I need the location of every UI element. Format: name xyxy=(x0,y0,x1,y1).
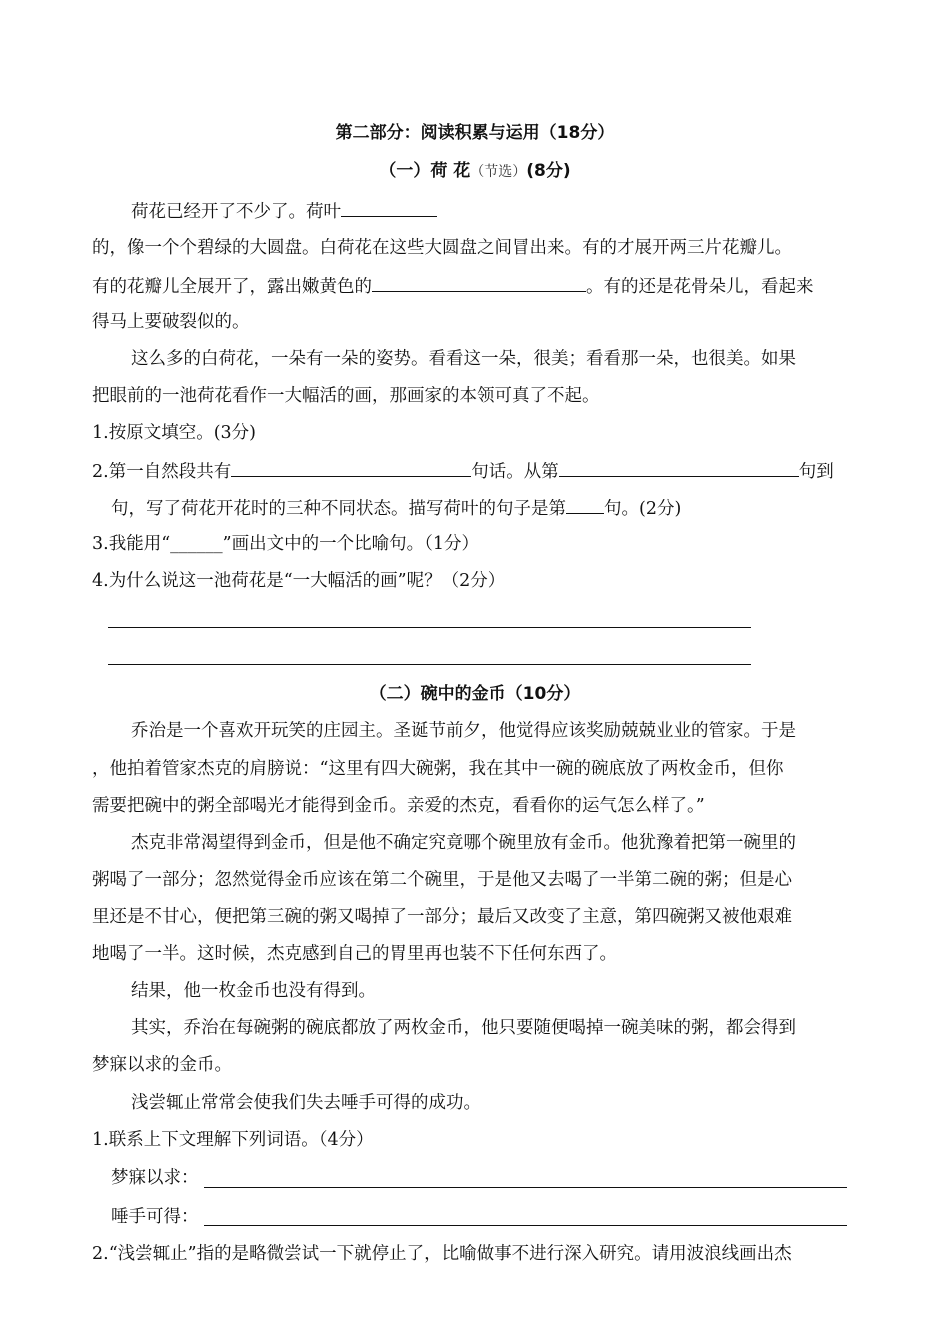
passage1-question-4: 4.为什么说这一池荷花是“一大幅活的画”呢？（2分） xyxy=(92,571,506,591)
passage1-p1-line3 xyxy=(92,273,814,299)
passage2-p2-line4: 地喝了一半。这时候，杰克感到自己的胃里再也装不下任何东西了。 xyxy=(92,944,617,964)
sentence-from-blank[interactable] xyxy=(559,458,799,477)
sentence-count-blank[interactable] xyxy=(231,458,471,477)
passage1-p1-line1-text: 荷花已经开了不少了。荷叶 xyxy=(131,202,341,222)
term-1-label: 梦寐以求： xyxy=(111,1168,199,1188)
passage1-question-2-line2-text-a: 句，写了荷花开花时的三种不同状态。描写荷叶的句子是第 xyxy=(111,499,566,519)
term-1-answer-line[interactable] xyxy=(204,1187,847,1188)
term-row-2 xyxy=(111,1205,199,1229)
passage1-p2-line1: 这么多的白荷花，一朵有一朵的姿势。看看这一朵，很美；看看那一朵，也很美。如果 xyxy=(131,349,796,369)
passage1-question-2-text-b: 句话。从第 xyxy=(471,462,559,482)
answer-line-2[interactable] xyxy=(108,664,751,665)
passage2-p2-line1: 杰克非常渴望得到金币，但是他不确定究竟哪个碗里放有金币。他犹豫着把第一碗里的 xyxy=(131,833,796,853)
passage1-question-2-text-a: 2.第一自然段共有 xyxy=(92,462,232,482)
answer-line-1[interactable] xyxy=(108,627,751,628)
passage1-p1-line3-text-b: 。有的还是花骨朵儿，看起来 xyxy=(586,277,814,297)
passage1-p1-line3-text-a: 有的花瓣儿全展开了，露出嫩黄色的 xyxy=(92,277,372,297)
lotus-pod-blank[interactable] xyxy=(372,273,586,292)
leaf-sentence-blank[interactable] xyxy=(566,495,604,514)
passage2-question-1: 1.联系上下文理解下列词语。（4分） xyxy=(92,1130,374,1150)
passage1-question-2 xyxy=(92,458,834,484)
passage2-heading: （二）碗中的金币（10分） xyxy=(369,684,581,704)
term-row-1 xyxy=(111,1166,199,1190)
passage1-heading xyxy=(0,159,950,184)
passage1-question-1: 1.按原文填空。(3分) xyxy=(92,423,256,443)
passage2-p4-line2: 梦寐以求的金币。 xyxy=(92,1055,232,1075)
passage2-p1-line2: ，他拍着管家杰克的肩膀说：“这里有四大碗粥，我在其中一碗的碗底放了两枚金币，但你 xyxy=(92,759,784,779)
term-2-answer-line[interactable] xyxy=(204,1225,847,1226)
passage1-question-2-line2 xyxy=(111,495,681,521)
passage1-question-2-text-c: 句到 xyxy=(798,462,834,482)
passage1-p1-line2: 的，像一个个碧绿的大圆盘。白荷花在这些大圆盘之间冒出来。有的才展开两三片花瓣儿。 xyxy=(92,238,792,258)
passage1-heading-score: (8分) xyxy=(526,161,571,181)
passage2-p1-line1: 乔治是一个喜欢开玩笑的庄园主。圣诞节前夕，他觉得应该奖励兢兢业业的管家。于是 xyxy=(131,721,796,741)
passage2-p5: 浅尝辄止常常会使我们失去唾手可得的成功。 xyxy=(131,1093,481,1113)
passage2-p2-line2: 粥喝了一部分；忽然觉得金币应该在第二个碗里，于是他又去喝了一半第二碗的粥；但是心 xyxy=(92,870,792,890)
passage2-question-2: 2.“浅尝辄止”指的是略微尝试一下就停止了，比喻做事不进行深入研究。请用波浪线画出杰 xyxy=(92,1244,792,1264)
passage1-question-2-line2-text-b: 句。(2分) xyxy=(604,499,682,519)
term-2-label: 唾手可得： xyxy=(111,1207,199,1227)
passage2-p1-line3: 需要把碗中的粥全部喝光才能得到金币。亲爱的杰克，看看你的运气怎么样了。” xyxy=(92,796,705,816)
passage1-question-3: 3.我能用“______”画出文中的一个比喻句。（1分） xyxy=(92,534,479,554)
part-title: 第二部分：阅读积累与运用（18分） xyxy=(335,123,615,143)
passage1-heading-note: （节选） xyxy=(470,164,527,180)
passage2-p2-line3: 里还是不甘心，便把第三碗的粥又喝掉了一部分；最后又改变了主意，第四碗粥又被他艰难 xyxy=(92,907,792,927)
passage1-p1-line1 xyxy=(131,198,437,224)
passage1-heading-main: （一）荷 花 xyxy=(379,161,471,181)
passage1-p2-line2: 把眼前的一池荷花看作一大幅活的画，那画家的本领可真了不起。 xyxy=(92,386,600,406)
passage2-p4-line1: 其实，乔治在每碗粥的碗底都放了两枚金币，他只要随便喝掉一碗美味的粥，都会得到 xyxy=(131,1018,796,1038)
passage1-p1-line4: 得马上要破裂似的。 xyxy=(92,312,250,332)
lotus-leaf-blank[interactable] xyxy=(341,198,437,217)
passage2-p3: 结果，他一枚金币也没有得到。 xyxy=(131,981,376,1001)
